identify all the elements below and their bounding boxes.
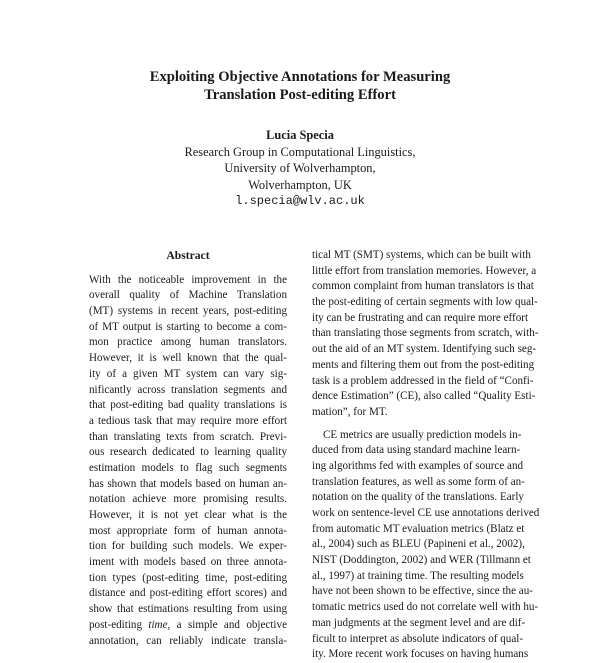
body-line: man judgments at the segment level and are dif-: [312, 616, 526, 629]
abstract-line: iment with models based on three annota-: [89, 556, 287, 569]
body-line: ity can be frustrating and can require more effort: [312, 311, 529, 324]
abstract-text: , a simple and objective: [167, 618, 287, 631]
abstract-line: show that estimations resulting from using: [89, 603, 287, 616]
affiliation-line: Research Group in Computational Linguistics,: [184, 144, 416, 159]
author-block: [0, 127, 600, 210]
abstract-line: estimation models to flag such segments: [89, 461, 287, 474]
body-line: duced from data using standard machine learn-: [312, 444, 521, 457]
body-line: tical MT (SMT) systems, which can be built with: [312, 249, 531, 261]
author-name: Lucia Specia: [266, 128, 334, 142]
abstract-emphasis: time: [148, 618, 168, 631]
body-line: the post-editing of certain segments with low qual-: [312, 296, 538, 309]
affiliation-line: Wolverhampton, UK: [248, 177, 352, 192]
abstract-line: (MT) systems in recent years, post-editing: [89, 305, 287, 318]
abstract-line: tion types (post-editing time, post-editing: [89, 571, 287, 584]
paper-title: [0, 68, 600, 104]
abstract-line: [89, 618, 287, 634]
left-column: [89, 248, 287, 649]
abstract-line: has shown that models based on human an-: [89, 477, 287, 490]
body-line: translation features, as well as some form of an-: [312, 475, 525, 488]
abstract-line: most appropriate form of human annota-: [89, 524, 287, 537]
abstract-text: post-editing: [89, 618, 142, 631]
body-line: have not been shown to be effective, since the au-: [312, 585, 533, 598]
affiliation-line: University of Wolverhampton,: [224, 161, 376, 175]
abstract-line: However, it is not yet clear what is the: [89, 509, 287, 522]
title-line: Exploiting Objective Annotations for Measuring: [149, 69, 451, 85]
body-line: al., 1997) at training time. The resulting models: [312, 569, 524, 582]
body-line: CE metrics are usually prediction models in-: [323, 428, 522, 441]
abstract-line: mon practice among human translators.: [89, 336, 287, 349]
abstract-line: a tedious task that may require more effort: [89, 414, 287, 427]
abstract-line: of MT output is starting to become a com-: [89, 320, 287, 333]
paragraph-gap: [312, 421, 510, 428]
title-line: Translation Post-editing Effort: [204, 87, 396, 103]
body-line: ing algorithms fed with examples of source and: [312, 459, 524, 472]
abstract-line: than translating texts from scratch. Previ-: [89, 430, 287, 443]
body-line: common complaint from human translators is that: [312, 280, 534, 293]
abstract-line: distance and post-editing effort scores) and: [89, 587, 287, 600]
abstract-heading: Abstract: [166, 249, 210, 262]
body-line: ity. More recent work focuses on having humans: [312, 648, 529, 661]
abstract-line: annotation, can reliably indicate transla-: [89, 634, 287, 647]
abstract-line: notation achieve more promising results.: [89, 493, 287, 506]
body-line: dence Estimation” (CE), also called “Quality Esti-: [312, 390, 536, 403]
right-column: [312, 248, 540, 663]
body-line: al., 2004) such as BLEU (Papineni et al., 2002),: [312, 538, 525, 551]
body-line: NIST (Doddington, 2002) and WER (Tillmann et: [312, 554, 531, 567]
body-line: tomatic metrics used do not correlate well with hu-: [312, 601, 539, 614]
body-line: out the aid of an MT system. Identifying such seg-: [312, 343, 537, 356]
body-line: mation”, for MT.: [312, 405, 388, 418]
abstract-line: that post-editing bad quality translations is: [89, 399, 287, 412]
abstract-line: However, it is well known that the qual-: [89, 352, 287, 365]
body-line: ments and filtering them out from the post-editing: [312, 358, 535, 371]
abstract-line: ous research dedicated to learning quality: [89, 446, 287, 459]
author-email: l.specia@wlv.ac.uk: [235, 194, 365, 208]
body-line: from automatic MT evaluation metrics (Blatz et: [312, 522, 525, 535]
body-line: task is a problem addressed in the field of “Confi-: [312, 374, 534, 387]
abstract-line: overall quality of Machine Translation: [89, 289, 287, 302]
abstract-line: ity of a given MT system can vary sig-: [89, 367, 287, 380]
body-line: work on sentence-level CE use annotations derived: [312, 507, 540, 519]
abstract-line: nificantly across translation segments and: [89, 383, 287, 396]
body-line: little effort from translation memories. However, a: [312, 264, 537, 277]
body-line: ficult to interpret as absolute indicators of qual-: [312, 632, 524, 645]
abstract-line: tion for building such models. We exper-: [89, 540, 287, 553]
body-line: notation on the quality of the translations. Early: [312, 491, 524, 504]
body-line: than translating those segments from scratch, with-: [312, 327, 539, 340]
abstract-line: With the noticeable improvement in the: [89, 273, 287, 286]
